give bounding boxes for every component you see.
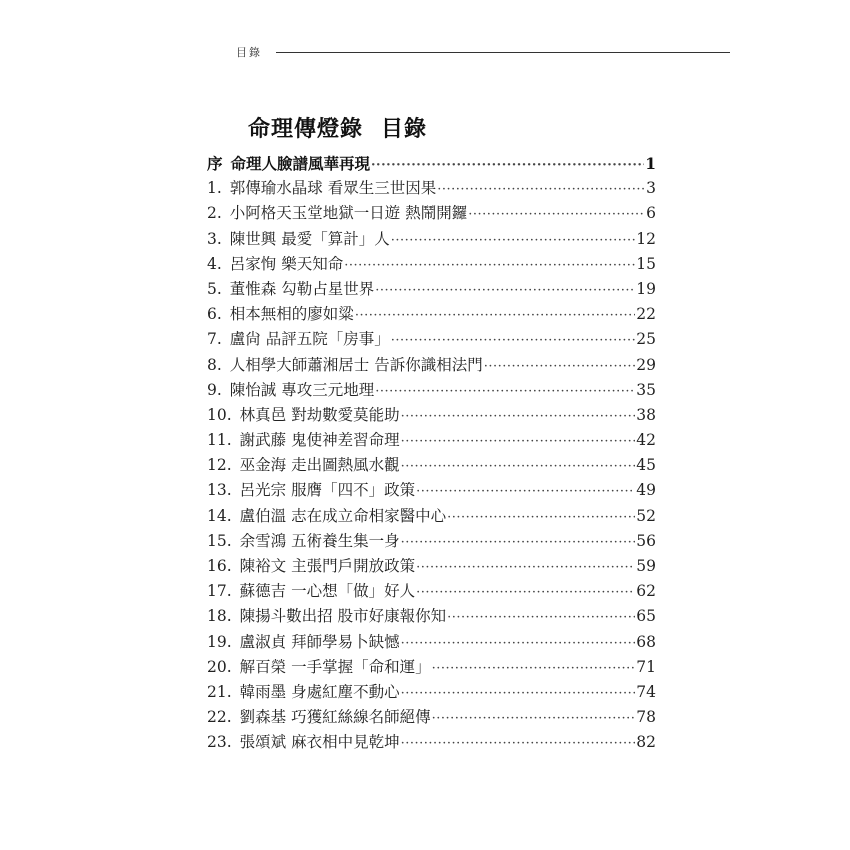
toc-entry[interactable] [207, 353, 656, 378]
dot-leader [416, 479, 635, 504]
toc-page-number: 52 [636, 506, 656, 525]
dot-leader [416, 555, 635, 580]
toc-entry-number: 1. [207, 179, 222, 198]
toc-entry[interactable] [207, 227, 656, 252]
toc-entry-number: 5. [207, 279, 222, 298]
toc-entry-title: 巫金海 走出圖熱風水觀 [239, 456, 400, 475]
toc-entry-number: 8. [207, 355, 222, 374]
toc-page-number: 15 [636, 254, 656, 273]
header-rule [276, 52, 730, 53]
toc-entry-title: 陳世興 最愛「算計」人 [229, 229, 390, 248]
toc-entry[interactable] [207, 730, 656, 755]
toc-entry[interactable] [207, 604, 656, 629]
toc-page-number: 45 [636, 456, 656, 475]
toc-entry-number: 4. [207, 254, 222, 273]
dot-leader [401, 429, 636, 454]
dot-leader [437, 177, 645, 202]
running-head [236, 42, 730, 62]
toc-page-number: 56 [636, 531, 656, 550]
dot-leader [401, 731, 636, 756]
toc-entry-number: 13. [207, 481, 232, 500]
toc-entry-number: 7. [207, 330, 222, 349]
toc-entry-title: 小阿格天玉堂地獄一日遊 熱鬧開鑼 [229, 204, 468, 223]
toc-entry-number: 16. [207, 557, 232, 575]
dot-leader [375, 379, 635, 404]
dot-leader [401, 404, 636, 429]
title-contents-label: 目錄 [381, 116, 428, 142]
toc-entry[interactable] [207, 428, 656, 453]
toc-page-number: 38 [636, 405, 656, 424]
toc-entry-number: 22. [207, 708, 232, 727]
toc-page-number: 19 [636, 279, 656, 298]
toc-page-number: 68 [636, 632, 656, 651]
toc-entry[interactable] [207, 378, 656, 403]
toc-entry-title: 張頌斌 麻衣相中見乾坤 [239, 733, 400, 752]
toc-entry[interactable] [207, 403, 656, 428]
toc-page-number: 6 [646, 204, 656, 223]
toc-entry-title: 林真邑 對劫數愛莫能助 [239, 405, 400, 424]
toc-entry[interactable] [207, 630, 656, 655]
toc-entry[interactable] [207, 554, 656, 579]
toc-entry-number: 17. [207, 582, 232, 601]
toc-entry[interactable] [207, 302, 656, 327]
toc-entry[interactable] [207, 176, 656, 201]
toc-page-number: 3 [646, 179, 656, 198]
toc-entry-title: 劉森基 巧獲紅絲線名師絕傳 [239, 708, 431, 727]
toc-entry-number: 21. [207, 682, 232, 701]
toc-entry-title: 董惟森 勾勒占星世界 [229, 279, 375, 298]
dot-leader [432, 706, 636, 731]
toc-entry-number: 20. [207, 657, 232, 676]
toc-page-number: 78 [636, 708, 656, 727]
toc-entry-title: 盧淑貞 拜師學易卜缺憾 [239, 632, 400, 651]
toc-page-number: 59 [636, 557, 656, 575]
toc-page-number: 74 [636, 682, 656, 701]
toc-page-number: 42 [636, 431, 656, 450]
dot-leader [344, 253, 635, 278]
dot-leader [355, 303, 635, 328]
toc-entry[interactable] [207, 478, 656, 503]
toc-entry-number: 6. [207, 305, 222, 324]
toc-entry-title: 郭傳瑜水晶球 看眾生三世因果 [229, 179, 437, 198]
toc-page-number: 1 [645, 154, 656, 173]
toc-page-number: 22 [636, 305, 656, 324]
toc-page-number: 71 [636, 657, 656, 676]
dot-leader [401, 530, 636, 555]
dot-leader [447, 505, 635, 530]
preface-marker: 序 [207, 154, 223, 173]
toc-entry-title: 余雪鴻 五術養生集一身 [239, 531, 400, 550]
toc-entry-number: 19. [207, 632, 232, 651]
toc-entry-preface[interactable] [207, 151, 656, 176]
toc-page-number: 82 [636, 733, 656, 752]
toc-entry-title: 解百榮 一手掌握「命和運」 [239, 657, 431, 676]
toc-entry-number: 14. [207, 506, 232, 525]
toc-entry[interactable] [207, 655, 656, 680]
book-title: 命理傳燈錄 [248, 116, 364, 142]
toc-entry-title: 命理人臉譜風華再現 [230, 154, 371, 173]
toc-entry-number: 23. [207, 733, 232, 752]
toc-entry-title: 人相學大師蕭湘居士 告訴你識相法門 [229, 355, 483, 374]
dot-leader [375, 278, 635, 303]
page-title [248, 112, 427, 143]
dot-leader [391, 228, 636, 253]
toc-entry-title: 相本無相的廖如粱 [229, 305, 354, 324]
toc-page-number: 62 [636, 582, 656, 601]
toc-page-number: 29 [636, 355, 656, 374]
toc-page-number: 65 [636, 607, 656, 626]
toc-entry-title: 陳裕文 主張門戶開放政策 [239, 557, 416, 575]
dot-leader [447, 605, 635, 630]
toc-page-number: 35 [636, 380, 656, 399]
dot-leader [401, 454, 636, 479]
dot-leader [371, 153, 644, 178]
dot-leader [484, 354, 636, 379]
toc-entry[interactable] [207, 529, 656, 554]
toc-entry-number: 15. [207, 531, 232, 550]
dot-leader [432, 656, 636, 681]
dot-leader [416, 580, 635, 605]
toc-entry-number: 10. [207, 405, 232, 424]
toc-entry-number: 11. [207, 431, 232, 450]
running-head-label: 目錄 [236, 46, 262, 59]
toc-entry[interactable] [207, 705, 656, 730]
dot-leader [391, 328, 636, 353]
toc-entry[interactable] [207, 277, 656, 302]
toc-page-number: 25 [636, 330, 656, 349]
toc-entry-title: 盧尙 品評五院「房事」 [229, 330, 390, 349]
toc-entry-title: 呂家恂 樂天知命 [229, 254, 344, 273]
toc-entry[interactable] [207, 453, 656, 478]
toc-entry[interactable] [207, 680, 656, 705]
toc-entry[interactable] [207, 504, 656, 529]
toc-entry-number: 9. [207, 380, 222, 399]
dot-leader [468, 202, 645, 227]
toc-entry-title: 陳揚斗數出招 股市好康報你知 [239, 607, 447, 626]
toc-entry-number: 18. [207, 607, 232, 626]
toc-entry-title: 蘇德吉 一心想「做」好人 [239, 582, 416, 601]
toc-page-number: 12 [636, 229, 656, 248]
dot-leader [401, 681, 636, 706]
toc-page-number: 49 [636, 481, 656, 500]
toc-entry-title: 韓雨墨 身處紅塵不動心 [239, 682, 400, 701]
dot-leader [401, 631, 636, 656]
toc-entry-title: 陳怡誠 專攻三元地理 [229, 380, 375, 399]
toc-entry-title: 謝武藤 鬼使神差習命理 [239, 431, 400, 450]
toc-entry[interactable] [207, 579, 656, 604]
toc-entry-title: 呂光宗 服膺「四不」政策 [239, 481, 416, 500]
toc-entry-number: 2. [207, 204, 222, 223]
toc-entry-title: 盧伯溫 志在成立命相家醫中心 [239, 506, 447, 525]
toc-entry-number: 12. [207, 456, 232, 475]
toc-entry[interactable] [207, 201, 656, 226]
table-of-contents [207, 151, 656, 756]
toc-entry[interactable] [207, 327, 656, 352]
toc-entry-number: 3. [207, 229, 222, 248]
toc-entry[interactable] [207, 252, 656, 277]
